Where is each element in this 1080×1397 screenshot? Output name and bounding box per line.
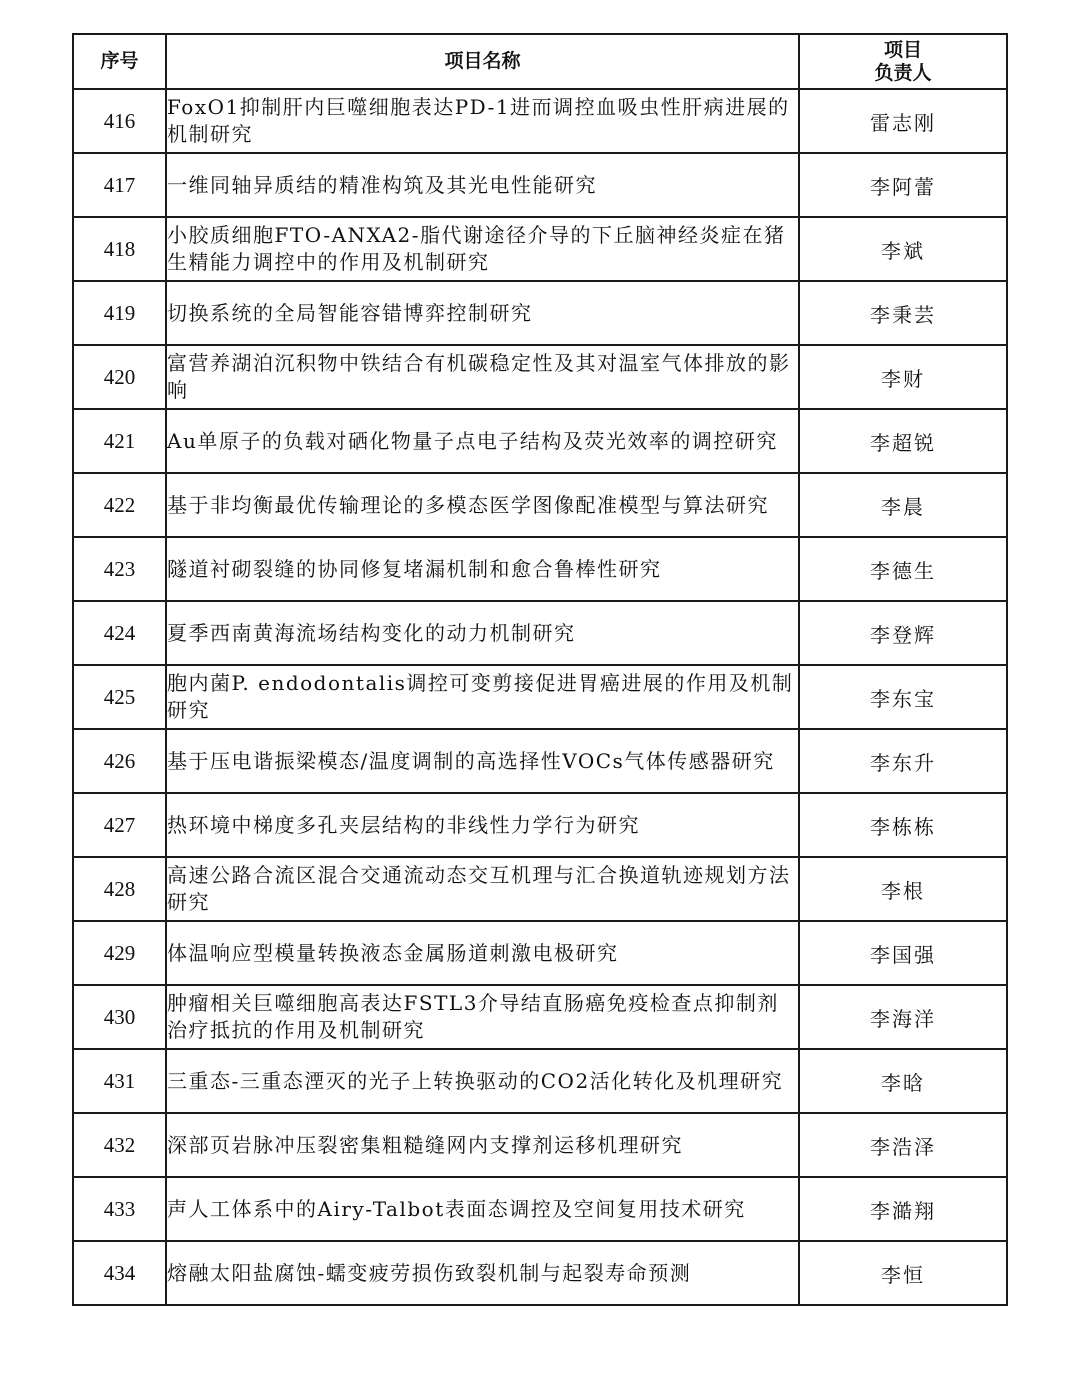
project-name-cell: 高速公路合流区混合交通流动态交互机理与汇合换道轨迹规划方法研究 bbox=[166, 857, 799, 921]
table-row bbox=[73, 89, 1007, 153]
table-row bbox=[73, 985, 1007, 1049]
project-name-cell: 小胶质细胞FTO-ANXA2-脂代谢途径介导的下丘脑神经炎症在猪生精能力调控中的作用及机制研究 bbox=[166, 217, 799, 281]
project-name-cell: 切换系统的全局智能容错博弈控制研究 bbox=[166, 281, 799, 345]
project-name-cell: 深部页岩脉冲压裂密集粗糙缝网内支撑剂运移机理研究 bbox=[166, 1113, 799, 1177]
project-lead-cell: 李晗 bbox=[799, 1049, 1007, 1113]
serial-number-cell: 419 bbox=[73, 281, 166, 345]
table-row bbox=[73, 217, 1007, 281]
project-lead-cell: 李东宝 bbox=[799, 665, 1007, 729]
table-row bbox=[73, 473, 1007, 537]
serial-number-cell: 425 bbox=[73, 665, 166, 729]
table-row bbox=[73, 601, 1007, 665]
table-row bbox=[73, 1049, 1007, 1113]
project-name-cell: 肿瘤相关巨噬细胞高表达FSTL3介导结直肠癌免疫检查点抑制剂治疗抵抗的作用及机制研究 bbox=[166, 985, 799, 1049]
header-row bbox=[73, 34, 1007, 89]
table-row bbox=[73, 1177, 1007, 1241]
project-lead-cell: 李晨 bbox=[799, 473, 1007, 537]
header-project-lead-line2: 负责人 bbox=[874, 61, 932, 84]
project-name-cell: Au单原子的负载对硒化物量子点电子结构及荧光效率的调控研究 bbox=[166, 409, 799, 473]
project-name-cell: 热环境中梯度多孔夹层结构的非线性力学行为研究 bbox=[166, 793, 799, 857]
project-lead-cell: 李恒 bbox=[799, 1241, 1007, 1305]
project-name-cell: 隧道衬砌裂缝的协同修复堵漏机制和愈合鲁棒性研究 bbox=[166, 537, 799, 601]
project-lead-cell: 李根 bbox=[799, 857, 1007, 921]
project-lead-cell: 李斌 bbox=[799, 217, 1007, 281]
project-name-cell: FoxO1抑制肝内巨噬细胞表达PD-1进而调控血吸虫性肝病进展的机制研究 bbox=[166, 89, 799, 153]
project-lead-cell: 李国强 bbox=[799, 921, 1007, 985]
serial-number-cell: 432 bbox=[73, 1113, 166, 1177]
project-lead-cell: 李东升 bbox=[799, 729, 1007, 793]
project-name-cell: 夏季西南黄海流场结构变化的动力机制研究 bbox=[166, 601, 799, 665]
serial-number-cell: 421 bbox=[73, 409, 166, 473]
project-name-cell: 声人工体系中的Airy-Talbot表面态调控及空间复用技术研究 bbox=[166, 1177, 799, 1241]
project-lead-cell: 雷志刚 bbox=[799, 89, 1007, 153]
serial-number-cell: 426 bbox=[73, 729, 166, 793]
project-lead-cell: 李浩泽 bbox=[799, 1113, 1007, 1177]
table-row bbox=[73, 665, 1007, 729]
serial-number-cell: 423 bbox=[73, 537, 166, 601]
project-lead-cell: 李栋栋 bbox=[799, 793, 1007, 857]
project-name-cell: 基于压电谐振梁模态/温度调制的高选择性VOCs气体传感器研究 bbox=[166, 729, 799, 793]
header-project-lead bbox=[799, 34, 1007, 89]
project-lead-cell: 李澔翔 bbox=[799, 1177, 1007, 1241]
project-name-cell: 熔融太阳盐腐蚀-蠕变疲劳损伤致裂机制与起裂寿命预测 bbox=[166, 1241, 799, 1305]
project-lead-cell: 李阿蕾 bbox=[799, 153, 1007, 217]
project-list-sheet bbox=[72, 33, 1006, 1306]
serial-number-cell: 428 bbox=[73, 857, 166, 921]
table-row bbox=[73, 1113, 1007, 1177]
project-lead-cell: 李秉芸 bbox=[799, 281, 1007, 345]
project-lead-cell: 李超锐 bbox=[799, 409, 1007, 473]
serial-number-cell: 434 bbox=[73, 1241, 166, 1305]
project-name-cell: 体温响应型模量转换液态金属肠道刺激电极研究 bbox=[166, 921, 799, 985]
serial-number-cell: 416 bbox=[73, 89, 166, 153]
project-name-cell: 富营养湖泊沉积物中铁结合有机碳稳定性及其对温室气体排放的影响 bbox=[166, 345, 799, 409]
serial-number-cell: 429 bbox=[73, 921, 166, 985]
serial-number-cell: 430 bbox=[73, 985, 166, 1049]
table-row bbox=[73, 537, 1007, 601]
project-name-cell: 三重态-三重态湮灭的光子上转换驱动的CO2活化转化及机理研究 bbox=[166, 1049, 799, 1113]
header-project-name: 项目名称 bbox=[166, 34, 799, 89]
project-lead-cell: 李海洋 bbox=[799, 985, 1007, 1049]
serial-number-cell: 427 bbox=[73, 793, 166, 857]
table-row bbox=[73, 153, 1007, 217]
header-serial-number: 序号 bbox=[73, 34, 166, 89]
serial-number-cell: 431 bbox=[73, 1049, 166, 1113]
project-table bbox=[72, 33, 1008, 1306]
serial-number-cell: 417 bbox=[73, 153, 166, 217]
table-row bbox=[73, 409, 1007, 473]
serial-number-cell: 422 bbox=[73, 473, 166, 537]
project-name-cell: 胞内菌P. endodontalis调控可变剪接促进胃癌进展的作用及机制研究 bbox=[166, 665, 799, 729]
table-row bbox=[73, 345, 1007, 409]
table-row bbox=[73, 729, 1007, 793]
table-row bbox=[73, 857, 1007, 921]
serial-number-cell: 420 bbox=[73, 345, 166, 409]
table-body bbox=[73, 89, 1007, 1305]
header-project-lead-line1: 项目 bbox=[883, 38, 922, 61]
project-name-cell: 一维同轴异质结的精准构筑及其光电性能研究 bbox=[166, 153, 799, 217]
table-row bbox=[73, 921, 1007, 985]
table-header bbox=[73, 34, 1007, 89]
serial-number-cell: 433 bbox=[73, 1177, 166, 1241]
project-lead-cell: 李登辉 bbox=[799, 601, 1007, 665]
table-row bbox=[73, 281, 1007, 345]
serial-number-cell: 424 bbox=[73, 601, 166, 665]
project-lead-cell: 李德生 bbox=[799, 537, 1007, 601]
serial-number-cell: 418 bbox=[73, 217, 166, 281]
table-row bbox=[73, 1241, 1007, 1305]
table-row bbox=[73, 793, 1007, 857]
project-name-cell: 基于非均衡最优传输理论的多模态医学图像配准模型与算法研究 bbox=[166, 473, 799, 537]
project-lead-cell: 李财 bbox=[799, 345, 1007, 409]
